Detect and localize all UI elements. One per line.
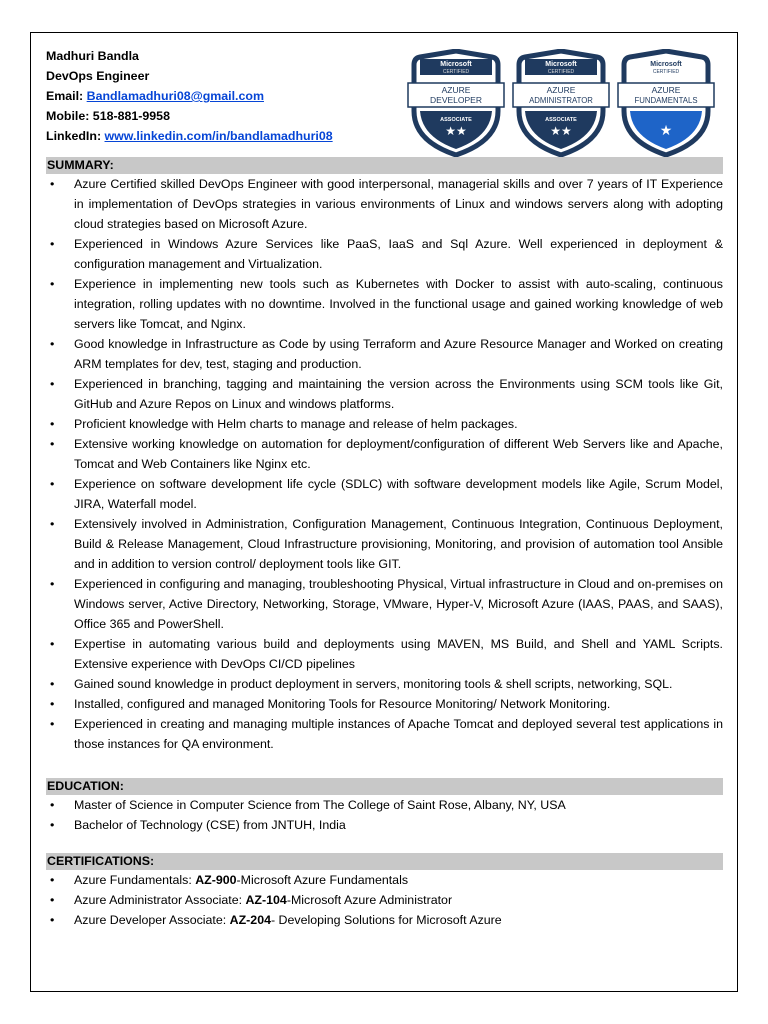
certification-item bbox=[46, 890, 723, 910]
bullet-icon: • bbox=[50, 893, 55, 907]
badge-stars: ★★ bbox=[445, 124, 467, 138]
linkedin-label: LinkedIn: bbox=[46, 129, 105, 143]
certification-name: Azure Developer Associate: bbox=[74, 913, 230, 927]
summary-item-text: Good knowledge in Infrastructure as Code by using Terraform and Azure Resource Manager and Worked on creating ARM templates for dev, test, staging and production. bbox=[74, 337, 723, 371]
certification-title: - Developing Solutions for Microsoft Azure bbox=[270, 913, 502, 927]
summary-item-text: Experience on software development life cycle (SDLC) with software development models like Agile, Scrum Model, JIRA, Waterfall model. bbox=[74, 477, 723, 511]
education-heading: EDUCATION: bbox=[46, 778, 723, 795]
summary-item bbox=[46, 434, 723, 474]
summary-item-text: Experienced in creating and managing multiple instances of Apache Tomcat and deployed several test applications in those instances for QA environment. bbox=[74, 717, 723, 751]
summary-item-text: Experienced in Windows Azure Services like PaaS, IaaS and Sql Azure. Well experienced in deployment & configuration management and Virtualization. bbox=[74, 237, 723, 271]
badge-level: ASSOCIATE bbox=[545, 117, 577, 123]
certification-code: AZ-104 bbox=[245, 893, 287, 907]
certification-code: AZ-204 bbox=[229, 913, 271, 927]
summary-item-text: Experienced in configuring and managing, troubleshooting Physical, Virtual infrastructure in Cloud and on-premises on Windows server, Active Directory, Networking, Storage, VMware, Hyper-V, Microsoft Azure (IAAS, PAAS, and SAAS), Office 365 and PowerShell. bbox=[74, 577, 723, 631]
bullet-icon: • bbox=[50, 517, 55, 531]
bullet-icon: • bbox=[50, 677, 55, 691]
badge-brand: Microsoft bbox=[440, 61, 472, 68]
bullet-icon: • bbox=[50, 873, 55, 887]
bullet-icon: • bbox=[50, 177, 55, 191]
candidate-title: DevOps Engineer bbox=[46, 69, 150, 83]
bullet-icon: • bbox=[50, 437, 55, 451]
summary-item bbox=[46, 274, 723, 334]
summary-list bbox=[46, 174, 723, 754]
certification-name: Azure Fundamentals: bbox=[74, 873, 196, 887]
summary-item bbox=[46, 174, 723, 234]
azure-fundamentals-badge-icon bbox=[616, 49, 716, 157]
bullet-icon: • bbox=[50, 237, 55, 251]
summary-item bbox=[46, 234, 723, 274]
certification-item bbox=[46, 910, 723, 930]
badge-level: ASSOCIATE bbox=[440, 117, 472, 123]
summary-item-text: Azure Certified skilled DevOps Engineer with good interpersonal, managerial skills and over 7 years of IT Experience in implementation of DevOps strategies in various environments of Linux and windows servers along with adopting cloud strategies based on Microsoft Azure. bbox=[74, 177, 723, 231]
badge-line1: AZURE bbox=[546, 85, 576, 95]
bullet-icon: • bbox=[50, 913, 55, 927]
email-link[interactable]: Bandlamadhuri08@gmail.com bbox=[86, 89, 264, 103]
badge-brand: Microsoft bbox=[650, 61, 682, 68]
badge-sub: CERTIFIED bbox=[442, 69, 470, 75]
certification-title: -Microsoft Azure Administrator bbox=[286, 893, 453, 907]
summary-item bbox=[46, 374, 723, 414]
badge-line2: ADMINISTRATOR bbox=[529, 96, 593, 105]
azure-developer-badge-icon bbox=[406, 49, 506, 157]
badge-stars: ★★ bbox=[550, 124, 572, 138]
summary-item-text: Extensively involved in Administration, Configuration Management, Continuous Integration, Continuous Deployment, Build & Release Management, Cloud Infrastructure provisioning, Monitoring, and provision of automation tool Ansible and in addition to version control/ deployment tools like GIT. bbox=[74, 517, 723, 571]
summary-item bbox=[46, 334, 723, 374]
badge-line2: FUNDAMENTALS bbox=[634, 96, 698, 105]
certifications-heading: CERTIFICATIONS: bbox=[46, 853, 723, 870]
bullet-icon: • bbox=[50, 477, 55, 491]
education-item-text: Master of Science in Computer Science from The College of Saint Rose, Albany, NY, USA bbox=[74, 798, 566, 812]
candidate-name: Madhuri Bandla bbox=[46, 49, 139, 63]
certifications-section bbox=[46, 853, 723, 930]
badge-stars: ★ bbox=[659, 123, 673, 139]
summary-heading: SUMMARY: bbox=[46, 157, 723, 174]
certification-code: AZ-900 bbox=[195, 873, 237, 887]
bullet-icon: • bbox=[50, 818, 55, 832]
resume-page bbox=[30, 32, 738, 992]
mobile-line: Mobile: 518-881-9958 bbox=[46, 109, 170, 123]
bullet-icon: • bbox=[50, 637, 55, 651]
summary-item bbox=[46, 694, 723, 714]
bullet-icon: • bbox=[50, 697, 55, 711]
bullet-icon: • bbox=[50, 717, 55, 731]
bullet-icon: • bbox=[50, 377, 55, 391]
summary-item-text: Proficient knowledge with Helm charts to manage and release of helm packages. bbox=[74, 417, 518, 431]
bullet-icon: • bbox=[50, 798, 55, 812]
summary-item bbox=[46, 574, 723, 634]
summary-item bbox=[46, 474, 723, 514]
summary-item bbox=[46, 674, 723, 694]
summary-section bbox=[46, 157, 723, 754]
contact-header bbox=[46, 46, 333, 146]
linkedin-link[interactable]: www.linkedin.com/in/bandlamadhuri08 bbox=[104, 129, 333, 143]
bullet-icon: • bbox=[50, 337, 55, 351]
bullet-icon: • bbox=[50, 577, 55, 591]
summary-item-text: Expertise in automating various build and deployments using MAVEN, MS Build, and Shell and YAML Scripts. Extensive experience with DevOps CI/CD pipelines bbox=[74, 637, 723, 671]
email-label: Email: bbox=[46, 89, 87, 103]
azure-administrator-badge-icon bbox=[511, 49, 611, 157]
summary-item-text: Extensive working knowledge on automation for deployment/configuration of different Web Servers like and Apache, Tomcat and Web Containers like Nginx etc. bbox=[74, 437, 723, 471]
badge-line1: AZURE bbox=[441, 85, 471, 95]
summary-item bbox=[46, 714, 723, 754]
certification-badges bbox=[406, 49, 716, 159]
education-item-text: Bachelor of Technology (CSE) from JNTUH, India bbox=[74, 818, 346, 832]
bullet-icon: • bbox=[50, 277, 55, 291]
badge-line1: AZURE bbox=[651, 85, 681, 95]
linkedin-line bbox=[46, 126, 333, 146]
summary-item-text: Gained sound knowledge in product deployment in servers, monitoring tools & shell scripts, networking, SQL. bbox=[74, 677, 673, 691]
summary-item bbox=[46, 634, 723, 674]
badge-brand: Microsoft bbox=[545, 61, 577, 68]
certification-name: Azure Administrator Associate: bbox=[74, 893, 246, 907]
certifications-list bbox=[46, 870, 723, 930]
email-line bbox=[46, 86, 333, 106]
education-list bbox=[46, 795, 723, 835]
summary-item-text: Installed, configured and managed Monitoring Tools for Resource Monitoring/ Network Monitoring. bbox=[74, 697, 611, 711]
summary-item bbox=[46, 414, 723, 434]
certification-title: -Microsoft Azure Fundamentals bbox=[236, 873, 409, 887]
certification-item bbox=[46, 870, 723, 890]
education-item bbox=[46, 815, 723, 835]
badge-line2: DEVELOPER bbox=[430, 95, 482, 105]
badge-sub: CERTIFIED bbox=[652, 69, 680, 75]
education-item bbox=[46, 795, 723, 815]
bullet-icon: • bbox=[50, 417, 55, 431]
badge-sub: CERTIFIED bbox=[547, 69, 575, 75]
summary-item bbox=[46, 514, 723, 574]
summary-item-text: Experienced in branching, tagging and maintaining the version across the Environments using SCM tools like Git, GitHub and Azure Repos on Linux and windows platforms. bbox=[74, 377, 723, 411]
summary-item-text: Experience in implementing new tools such as Kubernetes with Docker to assist with auto-scaling, continuous integration, rolling updates with no downtime. Involved in the functional usage and gained working knowledge of web servers like Tomcat, and Nginx. bbox=[74, 277, 723, 331]
education-section bbox=[46, 778, 723, 835]
